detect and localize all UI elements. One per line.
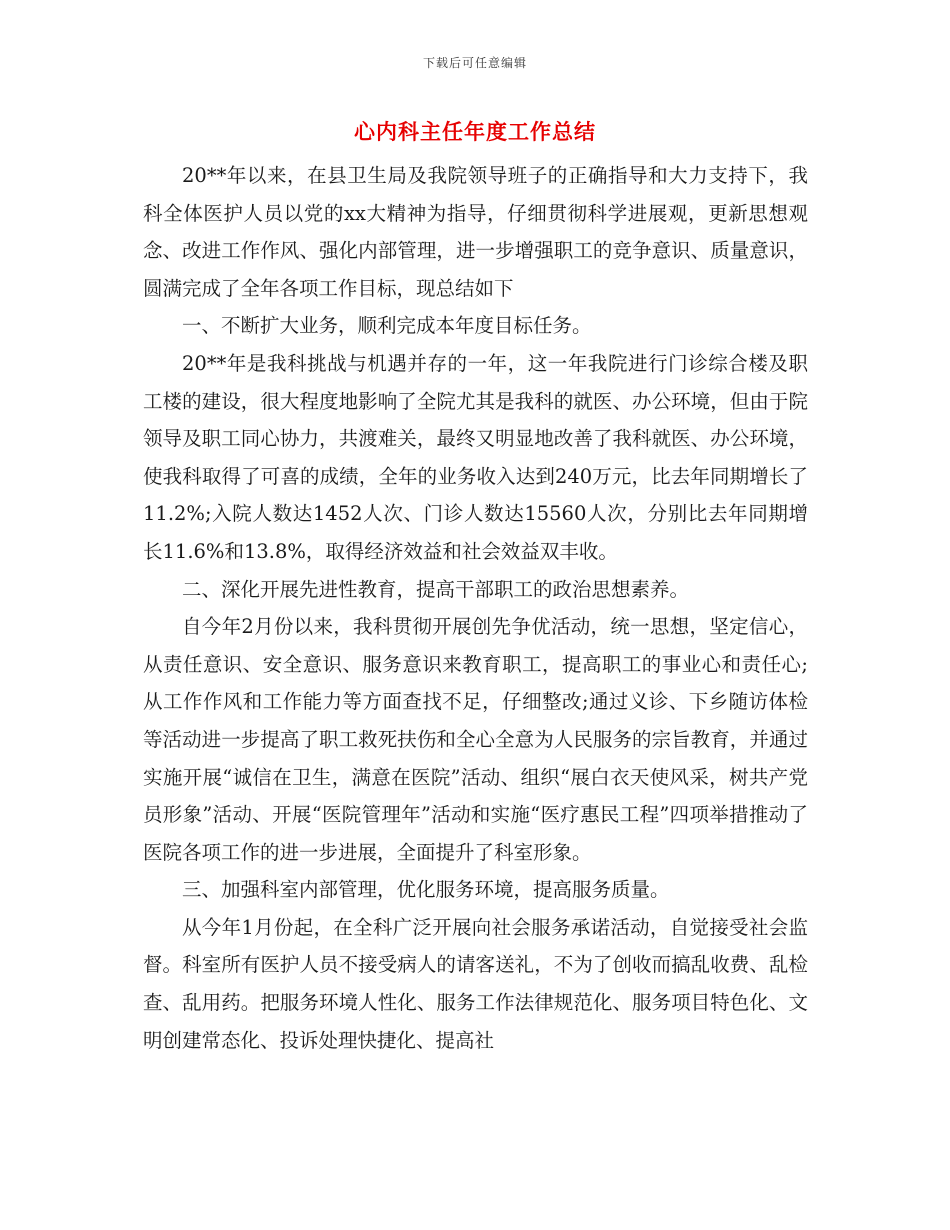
- paragraph-business: 20**年是我科挑战与机遇并存的一年，这一年我院进行门诊综合楼及职工楼的建设，很大程度地影响了全院尤其是我科的就医、办公环境，但由于院领导及职工同心协力，共渡难关，最终又明显地改善了我科就医、办公环境，使我科取得了可喜的成绩，全年的业务收入达到240万元，比去年同期增长了11.2%;入院人数达1452人次、门诊人数达15560人次，分别比去年同期增长11.6%和13.8%，取得经济效益和社会效益双丰收。: [143, 351, 808, 563]
- header-note: 下载后可任意编辑: [422, 56, 527, 70]
- section-heading-3: 三、加强科室内部管理，优化服务环境，提高服务质量。: [182, 878, 670, 902]
- paragraph-management: 从今年1月份起，在全科广泛开展向社会服务承诺活动，自觉接受社会监督。科室所有医护人员不接受病人的请客送礼，不为了创收而搞乱收费、乱检查、乱用药。把服务环境人性化、服务工作法律规范化、服务项目特色化、文明创建常态化、投诉处理快捷化、提高社: [143, 915, 808, 1052]
- document-title: 心内科主任年度工作总结: [354, 120, 596, 144]
- paragraph-education: 自今年2月份以来，我科贯彻开展创先争优活动，统一思想，坚定信心，从责任意识、安全意识、服务意识来教育职工，提高职工的事业心和责任心;从工作作风和工作能力等方面查找不足，仔细整改;通过义诊、下乡随访体检等活动进一步提高了职工救死扶伤和全心全意为人民服务的宗旨教育，并通过实施开展“诚信在卫生，满意在医院”活动、组织“展白衣天使风采，树共产党员形象”活动、开展“医院管理年”活动和实施“医疗惠民工程”四项举措推动了医院各项工作的进一步进展，全面提升了科室形象。: [143, 615, 808, 864]
- section-heading-1: 一、不断扩大业务，顺利完成本年度目标任务。: [182, 314, 592, 338]
- paragraph-intro: 20**年以来，在县卫生局及我院领导班子的正确指导和大力支持下，我科全体医护人员以党的xx大精神为指导，仔细贯彻科学进展观，更新思想观念、改进工作作风、强化内部管理，进一步增强职工的竞争意识、质量意识，圆满完成了全年各项工作目标，现总结如下: [143, 164, 808, 300]
- document-body: [143, 157, 808, 1059]
- section-heading-2: 二、深化开展先进性教育，提高干部职工的政治思想素养。: [182, 577, 690, 601]
